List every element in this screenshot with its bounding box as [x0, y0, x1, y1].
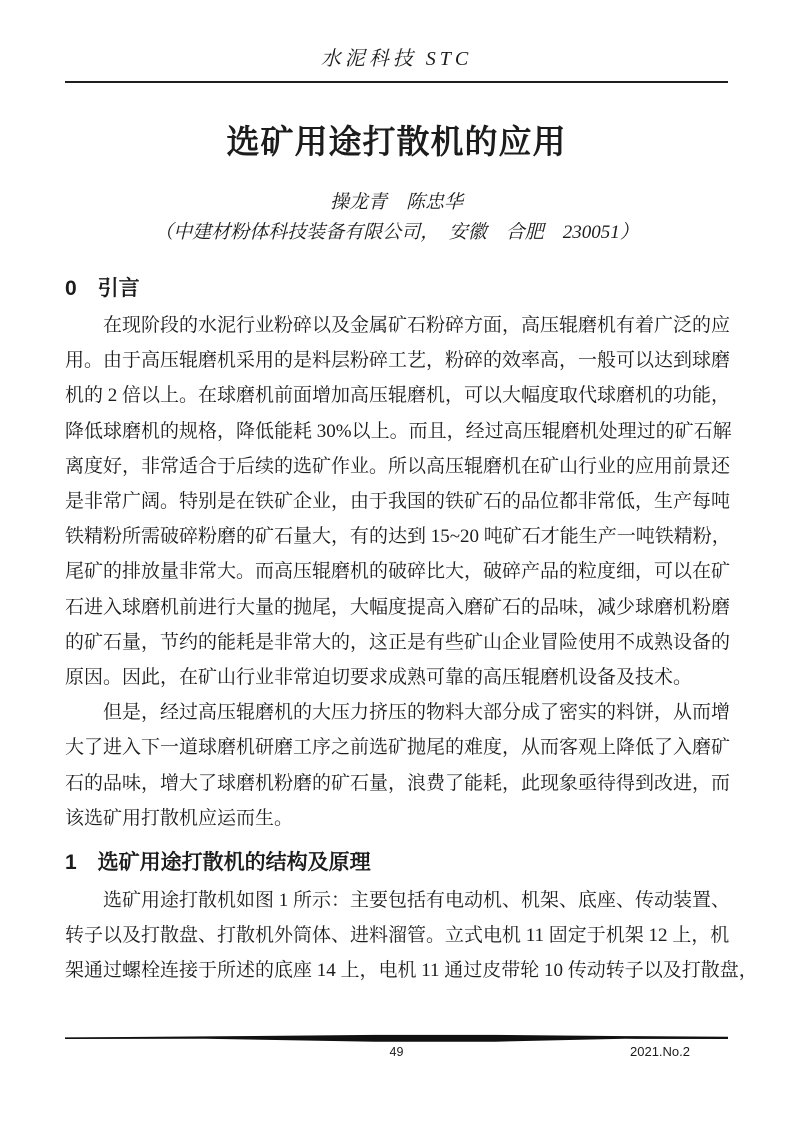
section-heading-0: 0 引言 — [65, 277, 140, 300]
paragraph-line: 架通过螺栓连接于所述的底座 14 上，电机 11 通过皮带轮 10 传动转子以及打散盘， — [65, 960, 758, 982]
issue-label: 2021.No.2 — [630, 1044, 690, 1059]
affiliation: （中建材粉体科技装备有限公司， 安徽 合肥 230051） — [154, 222, 639, 243]
footer-rule — [65, 1034, 728, 1043]
paragraph-line: 降低球磨机的规格，降低能耗 30%以上。而且，经过高压辊磨机处理过的矿石解 — [65, 420, 732, 442]
paragraph — [65, 308, 732, 695]
paragraph-line: 石的品味，增大了球磨机粉磨的矿石量，浪费了能耗，此现象亟待得到改进，而 — [65, 772, 731, 794]
paragraph-line: 选矿用途打散机如图 1 所示：主要包括有电动机、机架、底座、传动装置、 — [65, 890, 731, 912]
paragraph-line: 机的 2 倍以上。在球磨机前面增加高压辊磨机，可以大幅度取代球磨机的功能， — [65, 385, 731, 407]
header-rule — [65, 81, 728, 83]
paragraph-line: 该选矿用打散机应运而生。 — [65, 807, 294, 829]
paragraph-line: 石进入球磨机前进行大量的抛尾，大幅度提高入磨矿石的品味，减少球磨机粉磨 — [65, 596, 731, 618]
paragraph-line: 转子以及打散盘、打散机外筒体、进料溜管。立式电机 11 固定于机架 12 上，机 — [65, 925, 730, 947]
paragraph — [65, 883, 758, 989]
paragraph-line: 用。由于高压辊磨机采用的是料层粉碎工艺，粉碎的效率高，一般可以达到球磨 — [65, 350, 731, 372]
article-title: 选矿用途打散机的应用 — [226, 123, 567, 160]
paragraph-line: 铁精粉所需破碎粉磨的矿石量大，有的达到 15~20 吨矿石才能生产一吨铁精粉， — [65, 526, 731, 548]
paragraph-line: 是非常广阔。特别是在铁矿企业，由于我国的铁矿石的品位都非常低，生产每吨 — [65, 491, 731, 513]
paragraph-line: 原因。因此，在矿山行业非常迫切要求成熟可靠的高压辊磨机设备及技术。 — [65, 667, 693, 689]
page-number: 49 — [389, 1045, 404, 1059]
paragraph-line: 的矿石量，节约的能耗是非常大的，这正是有些矿山企业冒险使用不成熟设备的 — [65, 631, 731, 653]
paragraph-line: 但是，经过高压辊磨机的大压力挤压的物料大部分成了密实的料饼，从而增 — [65, 702, 731, 724]
footer-row — [65, 1044, 728, 1062]
paragraph-line: 大了进入下一道球磨机研磨工序之前选矿抛尾的难度，从而客观上降低了入磨矿 — [65, 737, 731, 759]
authors: 操龙青 陈忠华 — [329, 192, 463, 213]
section-heading-1: 1 选矿用途打散机的结构及原理 — [65, 851, 371, 875]
page-footer — [65, 1034, 728, 1062]
paragraph-line: 在现阶段的水泥行业粉碎以及金属矿石粉碎方面，高压辊磨机有着广泛的应 — [65, 315, 731, 336]
paragraph-line: 尾矿的排放量非常大。而高压辊磨机的破碎比大，破碎产品的粒度细，可以在矿 — [65, 561, 731, 583]
paragraph-line: 离度好，非常适合于后续的选矿作业。所以高压辊磨机在矿山行业的应用前景还 — [65, 455, 731, 477]
journal-header: 水泥科技 STC — [320, 48, 473, 70]
page-content — [65, 0, 758, 989]
paragraph — [65, 695, 731, 836]
